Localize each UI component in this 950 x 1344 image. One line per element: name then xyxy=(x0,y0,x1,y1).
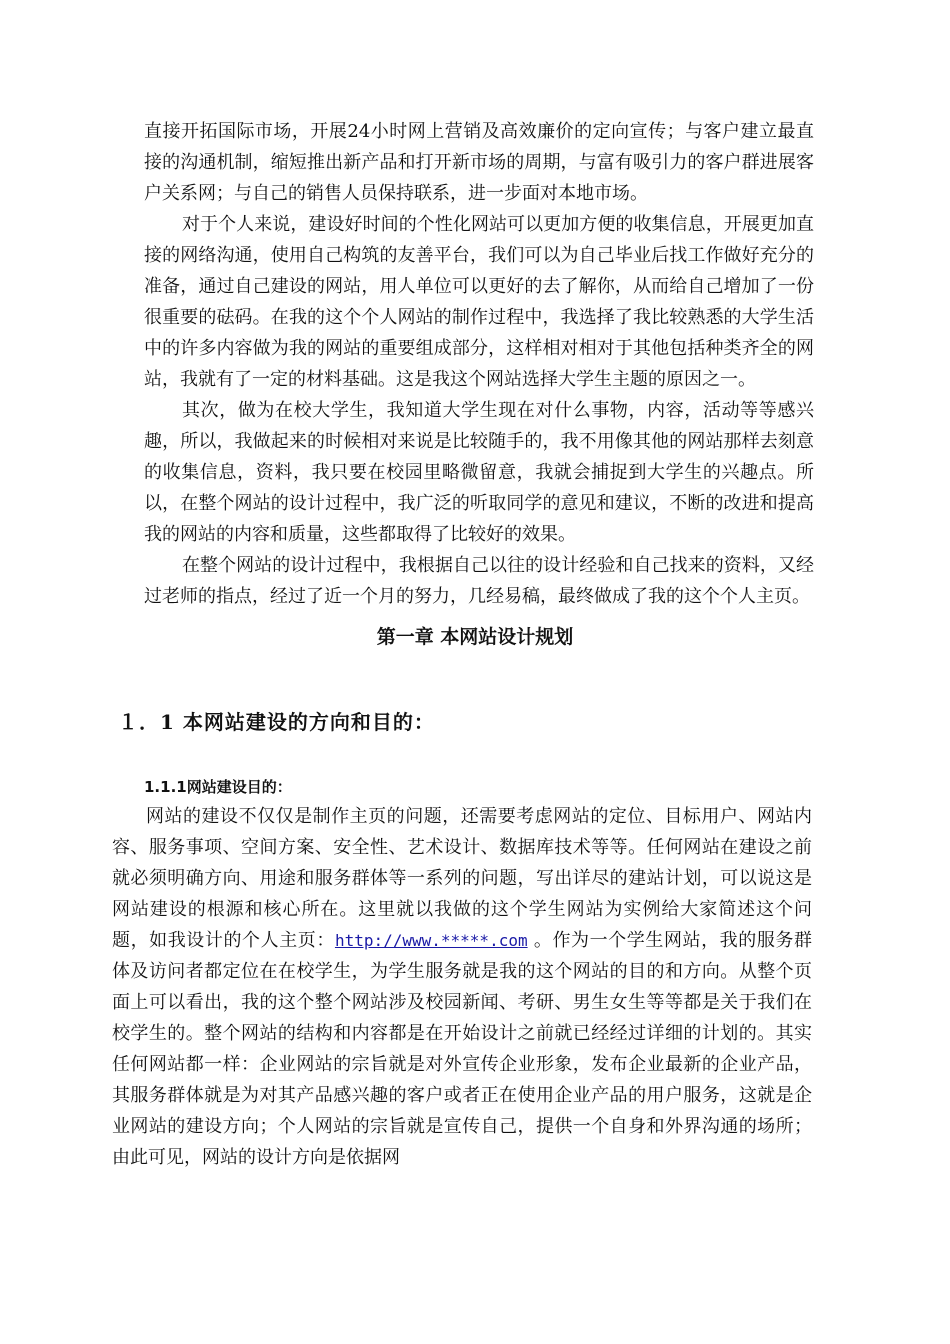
subsection-title: 1.1.1网站建设目的： xyxy=(144,778,292,796)
body-text-part2: 。作为一个学生网站，我的服务群体及访问者都定位在在校学生，为学生服务就是我的这个网站的目的和方向。从整个页面上可以看出，我的这个整个网站涉及校园新闻、考研、男生女生等等都是关于我们在校学生的。整个网站的结构和内容都是在开始设计之前就已经经过详细的计划的。其实任何网站都一样：企业网站的宗旨就是对外宣传企业形象，发布企业最新的企业产品，其服务群体就是为对其产品感兴趣的客户或者正在使用企业产品的用户服务，这就是企业网站的建设方向；个人网站的宗旨就是宣传自己，提供一个自身和外界沟通的场所；由此可见，网站的设计方向是依据网 xyxy=(112,930,812,1168)
paragraph xyxy=(112,801,812,1173)
intro-text-block xyxy=(144,116,814,612)
homepage-link[interactable]: http://www.*****.com xyxy=(334,931,528,950)
section-title: １．1 本网站建设的方向和目的： xyxy=(118,710,435,734)
paragraph: 其次，做为在校大学生，我知道大学生现在对什么事物，内容，活动等等感兴趣，所以，我做起来的时候相对来说是比较随手的，我不用像其他的网站那样去刻意的收集信息，资料，我只要在校园里略微留意，我就会捕捉到大学生的兴趣点。所以，在整个网站的设计过程中，我广泛的听取同学的意见和建议，不断的改进和提高我的网站的内容和质量，这些都取得了比较好的效果。 xyxy=(144,400,814,545)
chapter-title: 第一章 本网站设计规划 xyxy=(376,626,574,648)
body-text-block xyxy=(112,801,812,1173)
body-text-part1: 网站的建设不仅仅是制作主页的问题，还需要考虑网站的定位、目标用户、网站内容、服务事项、空间方案、安全性、艺术设计、数据库技术等等。任何网站在建设之前就必须明确方向、用途和服务群体等一系列的问题，写出详尽的建站计划，可以说这是网站建设的根源和核心所在。这里就以我做的这个学生网站为实例给大家简述这个问题，如我设计的个人主页： xyxy=(112,806,812,951)
paragraph: 对于个人来说，建设好时间的个性化网站可以更加方便的收集信息，开展更加直接的网络沟通，使用自己构筑的友善平台，我们可以为自己毕业后找工作做好充分的准备，通过自己建设的网站，用人单位可以更好的去了解你，从而给自己增加了一份很重要的砝码。在我的这个个人网站的制作过程中，我选择了我比较熟悉的大学生活中的许多内容做为我的网站的重要组成部分，这样相对相对于其他包括种类齐全的网站，我就有了一定的材料基础。这是我这个网站选择大学生主题的原因之一。 xyxy=(144,214,814,390)
paragraph: 直接开拓国际市场，开展24小时网上营销及高效廉价的定向宣传；与客户建立最直接的沟通机制，缩短推出新产品和打开新市场的周期，与富有吸引力的客户群进展客户关系网；与自己的销售人员保持联系，进一步面对本地市场。 xyxy=(144,121,814,204)
paragraph: 在整个网站的设计过程中，我根据自己以往的设计经验和自己找来的资料，又经过老师的指点，经过了近一个月的努力，几经易稿，最终做成了我的这个个人主页。 xyxy=(144,555,814,607)
